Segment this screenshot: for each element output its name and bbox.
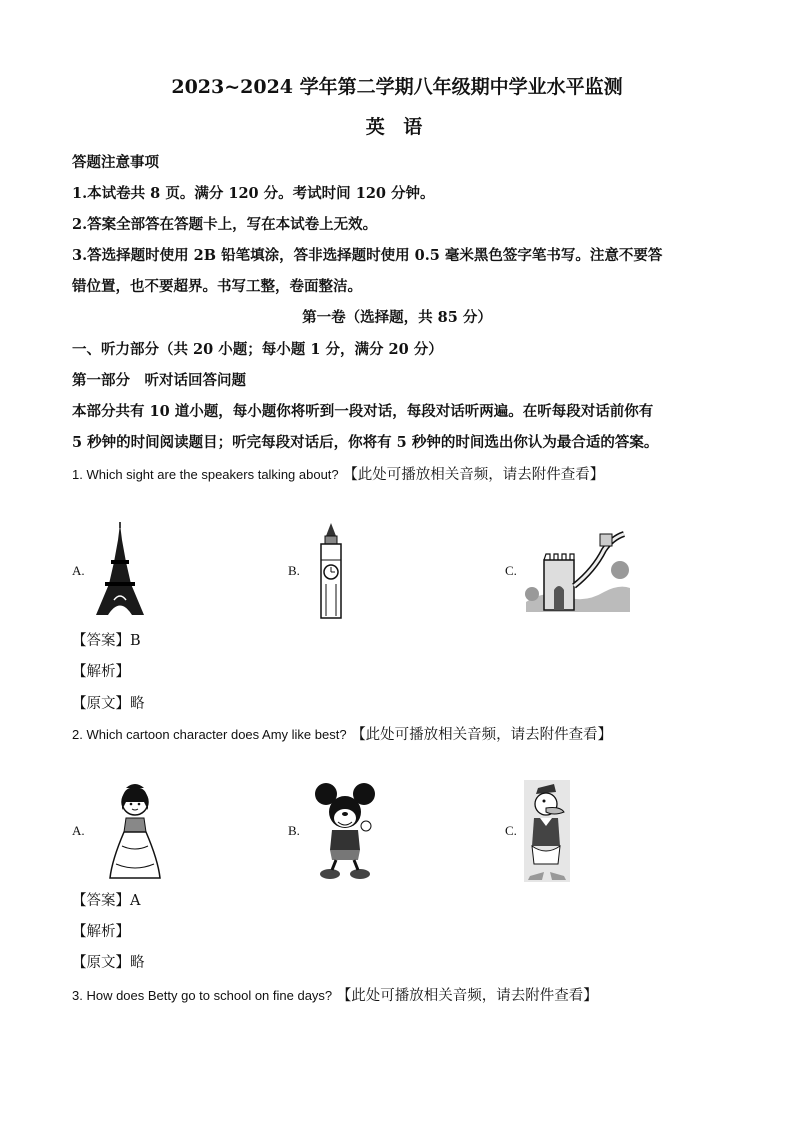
answer-1: 【答案】B	[72, 633, 141, 649]
analysis-2: 【解析】	[72, 924, 130, 940]
question-prompt: 2. Which cartoon character does Amy like best?	[72, 727, 347, 742]
great-wall-icon	[524, 530, 632, 612]
donald-duck-icon	[524, 780, 570, 882]
section-heading: 一、听力部分（共 20 小题；每小题 1 分，满分 20 分）	[72, 341, 443, 358]
option-label: C.	[505, 823, 517, 838]
answer-2: 【答案】A	[72, 893, 141, 909]
option-label: A.	[72, 823, 85, 838]
audio-note[interactable]: 【此处可播放相关音频，请去附件查看】	[343, 467, 605, 483]
audio-note[interactable]: 【此处可播放相关音频，请去附件查看】	[336, 988, 598, 1004]
instruction-line: 5 秒钟的时间阅读题目；听完每段对话后，你将有 5 秒钟的时间选出你认为最合适的答案。	[72, 434, 659, 451]
original-1: 【原文】略	[72, 696, 145, 712]
subject-title: 英 语	[365, 116, 429, 138]
audio-note[interactable]: 【此处可播放相关音频，请去附件查看】	[351, 727, 613, 743]
big-ben-icon	[316, 522, 346, 619]
option-label: B.	[288, 563, 300, 578]
question-1	[72, 463, 722, 484]
question-2	[72, 723, 722, 744]
snow-white-icon	[104, 780, 166, 880]
notice-item: 2.答案全部答在答题卡上，写在本试卷上无效。	[72, 216, 378, 233]
option-label: B.	[288, 823, 300, 838]
exam-title: 2023~2024 学年第二学期八年级期中学业水平监测	[171, 76, 623, 98]
question-3	[72, 984, 722, 1005]
question-prompt: 3. How does Betty go to school on fine days?	[72, 988, 333, 1003]
notice-heading: 答题注意事项	[72, 154, 159, 171]
instruction-line: 本部分共有 10 道小题，每小题你将听到一段对话，每段对话听两遍。在听每段对话前你有	[72, 403, 654, 420]
mickey-mouse-icon	[314, 780, 376, 880]
option-label: C.	[505, 563, 517, 578]
notice-item: 1.本试卷共 8 页。满分 120 分。考试时间 120 分钟。	[72, 185, 435, 202]
notice-item: 错位置，也不要超界。书写工整，卷面整洁。	[72, 278, 362, 295]
part-heading: 第一部分 听对话回答问题	[72, 372, 246, 389]
original-2: 【原文】略	[72, 955, 145, 971]
question-prompt: 1. Which sight are the speakers talking about?	[72, 467, 339, 482]
notice-item: 3.答选择题时使用 2B 铅笔填涂，答非选择题时使用 0.5 毫米黑色签字笔书写。注意不要答	[72, 247, 663, 264]
analysis-1: 【解析】	[72, 664, 130, 680]
eiffel-tower-icon	[92, 522, 148, 617]
volume-heading: 第一卷（选择题，共 85 分）	[302, 309, 492, 326]
option-label: A.	[72, 563, 85, 578]
